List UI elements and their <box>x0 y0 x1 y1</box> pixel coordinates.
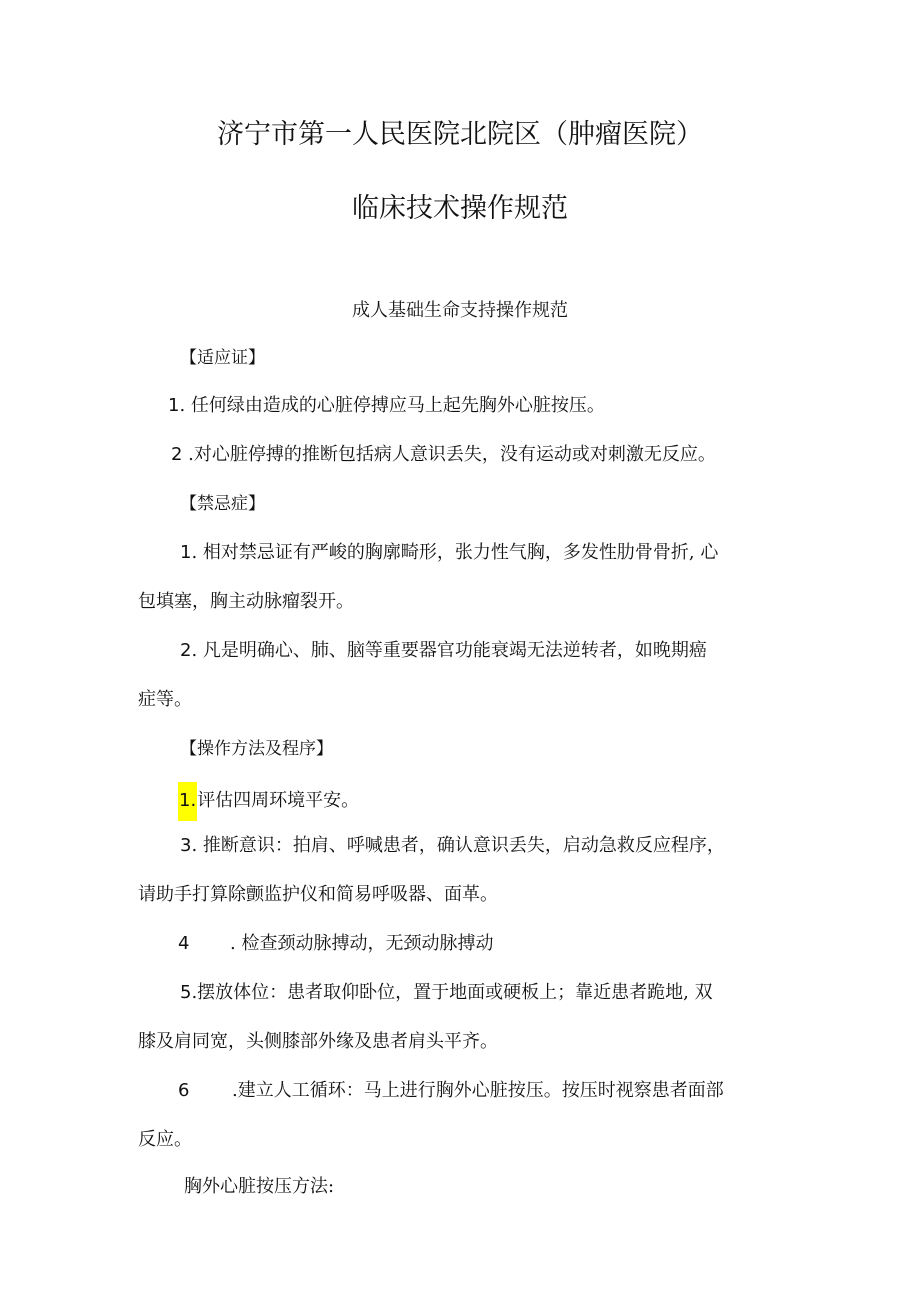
item-text-line2: 反应。 <box>138 1129 192 1150</box>
item-number-highlighted: 1. <box>178 782 197 821</box>
contraindication-item <box>180 636 707 662</box>
item-number: 2 <box>171 444 183 465</box>
item-text-line2: 请助手打算除颤监护仪和简易呼吸器、面革。 <box>138 884 498 905</box>
item-text-line1: . 推断意识：拍肩、呼喊患者，确认意识丢失，启动急救反应程序， <box>191 835 725 856</box>
document-title: 济宁市第一人民医院北院区（肿瘤医院） <box>217 119 703 150</box>
procedure-item <box>178 929 493 955</box>
procedure-item <box>180 978 713 1004</box>
indication-item <box>171 440 716 466</box>
item-number: 6 <box>178 1080 190 1101</box>
procedure-item <box>178 782 359 821</box>
contraindication-item <box>180 538 718 564</box>
item-number: 1 <box>168 395 180 416</box>
item-number: 4 <box>178 933 190 954</box>
item-number: 1 <box>180 542 192 563</box>
procedure-item <box>178 1076 724 1102</box>
item-text-line2: 症等。 <box>138 689 192 710</box>
item-text-line1: .摆放体位：患者取仰卧位，置于地面或硬板上；靠近患者跪地, 双 <box>191 982 713 1003</box>
procedure-heading: 【操作方法及程序】 <box>180 739 333 759</box>
item-number: 2 <box>180 640 192 661</box>
indication-item <box>168 391 605 417</box>
item-text: 评估四周环境平安。 <box>197 790 360 811</box>
item-text-line1: .建立人工循环：马上进行胸外心脏按压。按压时视察患者面部 <box>232 1080 724 1101</box>
item-text: .对心脏停搏的推断包括病人意识丢失，没有运动或对刺激无反应。 <box>182 444 716 465</box>
item-text: . 检查颈动脉搏动，无颈动脉搏动 <box>230 933 494 954</box>
item-text-line2: 包填塞，胸主动脉瘤裂开。 <box>138 591 354 612</box>
compression-method-heading: 胸外心脏按压方法: <box>184 1176 335 1197</box>
item-text-line2: 膝及肩同宽，头侧膝部外缘及患者肩头平齐。 <box>138 1031 498 1052</box>
item-number: 5 <box>180 982 192 1003</box>
item-text: . 任何绿由造成的心脏停搏应马上起先胸外心脏按压。 <box>179 395 605 416</box>
contraindications-heading: 【禁忌症】 <box>180 494 265 514</box>
procedure-item <box>180 831 725 857</box>
item-number: 3 <box>180 835 192 856</box>
item-text-line1: . 相对禁忌证有严峻的胸廓畸形，张力性气胸，多发性肋骨骨折, 心 <box>191 542 719 563</box>
item-text-line1: . 凡是明确心、肺、脑等重要器官功能衰竭无法逆转者，如晚期癌 <box>191 640 707 661</box>
section-title: 成人基础生命支持操作规范 <box>352 300 568 321</box>
document-subtitle-standard: 临床技术操作规范 <box>352 193 568 224</box>
indications-heading: 【适应证】 <box>180 348 265 368</box>
